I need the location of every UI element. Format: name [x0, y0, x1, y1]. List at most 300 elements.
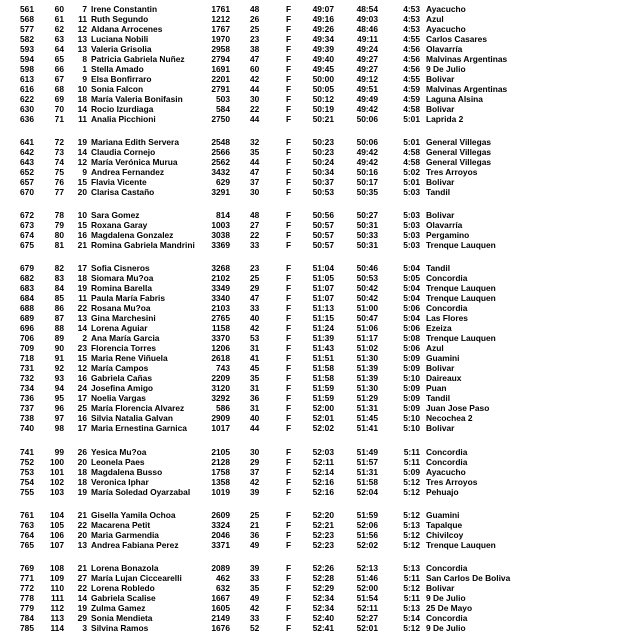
- runner-name: Sonia Mendieta: [91, 613, 153, 623]
- gun-time: 52:26: [312, 563, 334, 573]
- runner-city: Trenque Lauquen: [426, 240, 496, 250]
- table-row: [0, 84, 634, 94]
- runner-name: Flavia Vicente: [91, 177, 147, 187]
- runner-sex: F: [286, 323, 292, 333]
- overall-place: 672: [20, 210, 34, 220]
- runner-name: Gina Marchesini: [91, 313, 156, 323]
- runner-age: 37: [250, 467, 260, 477]
- category-place: 65: [54, 54, 64, 64]
- bib-number: 2609: [211, 510, 230, 520]
- runner-city: Trenque Lauquen: [426, 540, 496, 550]
- runner-name: Rocio Izurdiaga: [91, 104, 154, 114]
- runner-sex: F: [286, 403, 292, 413]
- pace: 5:10: [403, 423, 420, 433]
- bib-number: 2909: [211, 413, 230, 423]
- table-row: [0, 230, 634, 240]
- category-place: 98: [54, 423, 64, 433]
- runner-city: 9 De Julio: [426, 64, 466, 74]
- runner-age: 31: [250, 383, 260, 393]
- overall-place: 616: [20, 84, 34, 94]
- category-place: 91: [54, 353, 64, 363]
- bib-number: 2618: [211, 353, 230, 363]
- pace: 5:11: [403, 457, 420, 467]
- pace: 5:04: [403, 283, 420, 293]
- gun-time: 51:59: [312, 393, 334, 403]
- chip-time: 51:45: [356, 413, 378, 423]
- table-row: [0, 487, 634, 497]
- category-place: 89: [54, 333, 64, 343]
- runner-sex: F: [286, 363, 292, 373]
- bib-number: 2128: [211, 457, 230, 467]
- chip-time: 52:01: [356, 623, 378, 633]
- category-place: 88: [54, 323, 64, 333]
- pace: 5:12: [403, 623, 420, 633]
- table-row: [0, 520, 634, 530]
- runner-age: 42: [250, 323, 260, 333]
- runner-age: 30: [250, 94, 260, 104]
- runner-name: Lorena Bonazola: [91, 563, 159, 573]
- age-group-place: 15: [77, 353, 87, 363]
- age-group-place: 19: [77, 487, 87, 497]
- overall-place: 763: [20, 520, 34, 530]
- gun-time: 50:21: [312, 114, 334, 124]
- gun-time: 52:11: [313, 457, 334, 467]
- runner-sex: F: [286, 343, 292, 353]
- runner-name: Maria Garmendia: [91, 530, 159, 540]
- bib-number: 2149: [211, 613, 230, 623]
- bib-number: 1667: [211, 593, 230, 603]
- overall-place: 652: [20, 167, 34, 177]
- runner-age: 25: [250, 510, 260, 520]
- age-group-place: 18: [77, 94, 87, 104]
- runner-city: Laprida 2: [426, 114, 464, 124]
- runner-name: Romina Gabriela Mandrini: [91, 240, 195, 250]
- chip-time: 51:56: [356, 530, 378, 540]
- table-row: [0, 104, 634, 114]
- table-row: [0, 477, 634, 487]
- table-row: [0, 273, 634, 283]
- chip-time: 49:03: [356, 14, 378, 24]
- age-group-place: 26: [77, 447, 87, 457]
- runner-sex: F: [286, 487, 292, 497]
- category-place: 69: [54, 94, 64, 104]
- table-row: [0, 540, 634, 550]
- runner-age: 25: [250, 24, 260, 34]
- chip-time: 49:42: [356, 104, 378, 114]
- gun-time: 52:34: [312, 593, 334, 603]
- category-place: 68: [54, 84, 64, 94]
- runner-city: General Villegas: [426, 137, 492, 147]
- age-group-place: 11: [78, 14, 87, 24]
- age-group-place: 15: [77, 220, 87, 230]
- category-place: 79: [54, 220, 64, 230]
- table-row: [0, 403, 634, 413]
- gun-time: 52:23: [312, 530, 334, 540]
- runner-name: Noelia Vargas: [91, 393, 146, 403]
- category-place: 66: [54, 64, 64, 74]
- chip-time: 49:49: [356, 94, 378, 104]
- pace: 5:12: [403, 540, 420, 550]
- runner-name: Andrea Fabiana Perez: [91, 540, 179, 550]
- runner-sex: F: [286, 210, 292, 220]
- runner-sex: F: [286, 94, 292, 104]
- chip-time: 51:00: [356, 303, 378, 313]
- category-place: 94: [54, 383, 64, 393]
- overall-place: 731: [20, 363, 34, 373]
- runner-name: Lorena Robledo: [91, 583, 155, 593]
- bib-number: 2201: [211, 74, 230, 84]
- runner-city: General Villegas: [426, 157, 492, 167]
- pace: 5:06: [403, 343, 420, 353]
- bib-number: 3324: [211, 520, 230, 530]
- bib-number: 814: [216, 210, 230, 220]
- table-row: [0, 323, 634, 333]
- table-row: [0, 333, 634, 343]
- category-place: 76: [54, 177, 64, 187]
- overall-place: 568: [20, 14, 34, 24]
- bib-number: 1676: [211, 623, 230, 633]
- chip-time: 51:30: [356, 383, 378, 393]
- pace: 5:03: [403, 220, 420, 230]
- runner-age: 40: [250, 313, 260, 323]
- runner-sex: F: [286, 137, 292, 147]
- chip-time: 50:06: [356, 137, 378, 147]
- chip-time: 49:27: [356, 54, 378, 64]
- runner-sex: F: [286, 44, 292, 54]
- overall-place: 752: [20, 457, 34, 467]
- age-group-place: 20: [77, 457, 87, 467]
- gun-time: 50:57: [312, 240, 334, 250]
- gun-time: 49:16: [312, 14, 334, 24]
- runner-age: 47: [250, 167, 260, 177]
- runner-city: Ayacucho: [426, 4, 466, 14]
- age-group-place: 29: [77, 613, 87, 623]
- runner-sex: F: [286, 313, 292, 323]
- bib-number: 1358: [211, 477, 230, 487]
- table-row: [0, 573, 634, 583]
- runner-sex: F: [286, 510, 292, 520]
- pace: 5:10: [403, 373, 420, 383]
- chip-time: 51:57: [356, 457, 378, 467]
- chip-time: 52:02: [356, 540, 378, 550]
- bib-number: 2750: [211, 114, 230, 124]
- runner-sex: F: [286, 240, 292, 250]
- overall-place: 679: [20, 263, 34, 273]
- chip-time: 52:11: [357, 603, 378, 613]
- overall-place: 688: [20, 303, 34, 313]
- chip-time: 49:27: [356, 64, 378, 74]
- pace: 4:53: [403, 4, 420, 14]
- runner-age: 44: [250, 157, 260, 167]
- runner-age: 37: [250, 177, 260, 187]
- runner-sex: F: [286, 383, 292, 393]
- category-place: 64: [54, 44, 64, 54]
- bib-number: 584: [216, 104, 230, 114]
- runner-name: Ruth Segundo: [91, 14, 149, 24]
- runner-sex: F: [286, 520, 292, 530]
- runner-city: Concordia: [426, 447, 468, 457]
- runner-sex: F: [286, 447, 292, 457]
- runner-sex: F: [286, 167, 292, 177]
- bib-number: 3340: [211, 293, 230, 303]
- runner-age: 31: [250, 343, 260, 353]
- gun-time: 51:05: [312, 273, 334, 283]
- chip-time: 51:17: [356, 333, 378, 343]
- pace: 4:58: [403, 147, 420, 157]
- runner-name: Maria Ernestina Garnica: [91, 423, 187, 433]
- chip-time: 51:39: [356, 363, 378, 373]
- overall-place: 765: [20, 540, 34, 550]
- age-group-place: 13: [77, 34, 87, 44]
- age-group-place: 9: [82, 74, 87, 84]
- runner-city: Carlos Casares: [426, 34, 487, 44]
- category-place: 80: [54, 230, 64, 240]
- overall-place: 643: [20, 157, 34, 167]
- gun-time: 52:16: [312, 487, 334, 497]
- overall-place: 741: [20, 447, 34, 457]
- gun-time: 50:00: [312, 74, 334, 84]
- age-group-place: 8: [82, 54, 87, 64]
- table-row: [0, 383, 634, 393]
- age-group-place: 18: [77, 477, 87, 487]
- age-group-place: 22: [77, 583, 87, 593]
- overall-place: 769: [20, 563, 34, 573]
- overall-place: 771: [20, 573, 34, 583]
- table-row: [0, 413, 634, 423]
- runner-city: Bolivar: [426, 363, 455, 373]
- chip-time: 48:54: [356, 4, 378, 14]
- pace: 5:01: [403, 177, 420, 187]
- runner-name: Luciana Nobili: [91, 34, 149, 44]
- age-group-place: 22: [77, 520, 87, 530]
- runner-sex: F: [286, 4, 292, 14]
- chip-time: 51:30: [356, 353, 378, 363]
- chip-time: 48:46: [356, 24, 378, 34]
- table-row: [0, 34, 634, 44]
- table-row: [0, 283, 634, 293]
- runner-age: 42: [250, 74, 260, 84]
- chip-time: 51:59: [356, 510, 378, 520]
- runner-name: Yesica Mu?oa: [91, 447, 147, 457]
- category-place: 73: [54, 147, 64, 157]
- bib-number: 3268: [211, 263, 230, 273]
- table-row: [0, 583, 634, 593]
- runner-sex: F: [286, 114, 292, 124]
- overall-place: 577: [20, 24, 34, 34]
- runner-name: Sara Gomez: [91, 210, 140, 220]
- age-group-place: 10: [77, 210, 87, 220]
- bib-number: 1758: [211, 467, 230, 477]
- category-place: 61: [54, 14, 64, 24]
- pace: 5:01: [403, 137, 420, 147]
- category-place: 74: [54, 157, 64, 167]
- runner-city: General Villegas: [426, 147, 492, 157]
- gun-time: 51:58: [312, 373, 334, 383]
- age-group-place: 13: [77, 313, 87, 323]
- runner-sex: F: [286, 64, 292, 74]
- runner-city: Pehuajo: [426, 487, 459, 497]
- pace: 5:12: [403, 477, 420, 487]
- runner-age: 30: [250, 187, 260, 197]
- overall-place: 784: [20, 613, 34, 623]
- runner-sex: F: [286, 393, 292, 403]
- age-group-place: 13: [77, 540, 87, 550]
- overall-place: 641: [20, 137, 34, 147]
- runner-sex: F: [286, 293, 292, 303]
- runner-name: Rosana Mu?oa: [91, 303, 151, 313]
- chip-time: 52:27: [356, 613, 378, 623]
- overall-place: 779: [20, 603, 34, 613]
- bib-number: 632: [216, 583, 230, 593]
- overall-place: 642: [20, 147, 34, 157]
- chip-time: 51:41: [356, 423, 378, 433]
- runner-age: 33: [250, 240, 260, 250]
- age-group-place: 24: [77, 383, 87, 393]
- overall-place: 706: [20, 333, 34, 343]
- chip-time: 51:29: [356, 393, 378, 403]
- runner-city: Trenque Lauquen: [426, 293, 496, 303]
- age-group-place: 3: [82, 623, 87, 633]
- runner-age: 33: [250, 613, 260, 623]
- runner-name: Gabriela Cañas: [91, 373, 152, 383]
- runner-name: Siomara Mu?oa: [91, 273, 154, 283]
- runner-name: Josefina Amigo: [91, 383, 154, 393]
- overall-place: 582: [20, 34, 34, 44]
- pace: 5:09: [403, 363, 420, 373]
- bib-number: 503: [216, 94, 230, 104]
- age-group-place: 7: [82, 4, 87, 14]
- gun-time: 50:57: [312, 220, 334, 230]
- age-group-place: 15: [77, 177, 87, 187]
- bib-number: 2958: [211, 44, 230, 54]
- table-row: [0, 44, 634, 54]
- age-group-place: 19: [77, 283, 87, 293]
- runner-sex: F: [286, 84, 292, 94]
- gun-time: 50:12: [312, 94, 334, 104]
- bib-number: 2209: [211, 373, 230, 383]
- bib-number: 743: [216, 363, 230, 373]
- pace: 5:12: [403, 487, 420, 497]
- runner-city: Laguna Alsina: [426, 94, 483, 104]
- pace: 4:56: [403, 44, 420, 54]
- pace: 5:11: [403, 573, 420, 583]
- age-group-place: 25: [77, 403, 87, 413]
- age-group-place: 2: [82, 333, 87, 343]
- runner-sex: F: [286, 303, 292, 313]
- overall-place: 734: [20, 383, 34, 393]
- runner-name: Sonia Falcon: [91, 84, 144, 94]
- table-row: [0, 187, 634, 197]
- pace: 5:11: [403, 447, 420, 457]
- table-row: [0, 593, 634, 603]
- overall-place: 684: [20, 293, 34, 303]
- runner-city: 9 De Julio: [426, 593, 466, 603]
- category-place: 112: [50, 603, 64, 613]
- runner-sex: F: [286, 540, 292, 550]
- gun-time: 49:26: [312, 24, 334, 34]
- bib-number: 2105: [211, 447, 230, 457]
- runner-age: 41: [250, 353, 260, 363]
- runner-name: Patricia Gabriela Nuñez: [91, 54, 185, 64]
- pace: 5:08: [403, 333, 420, 343]
- runner-sex: F: [286, 14, 292, 24]
- runner-sex: F: [286, 273, 292, 283]
- overall-place: 613: [20, 74, 34, 84]
- chip-time: 50:53: [356, 273, 378, 283]
- bib-number: 462: [216, 573, 230, 583]
- pace: 5:14: [403, 613, 420, 623]
- runner-city: Tres Arroyos: [426, 167, 478, 177]
- runner-city: Pergamino: [426, 230, 470, 240]
- pace: 4:59: [403, 84, 420, 94]
- gun-time: 51:43: [312, 343, 334, 353]
- runner-city: Necochea 2: [426, 413, 473, 423]
- runner-age: 36: [250, 393, 260, 403]
- age-group-place: 21: [77, 240, 87, 250]
- runner-name: Macarena Petit: [91, 520, 151, 530]
- runner-name: Valeria Grisolia: [91, 44, 152, 54]
- chip-time: 49:51: [356, 84, 378, 94]
- runner-sex: F: [286, 593, 292, 603]
- runner-sex: F: [286, 104, 292, 114]
- gun-time: 49:34: [312, 34, 334, 44]
- runner-age: 39: [250, 487, 260, 497]
- category-place: 86: [54, 303, 64, 313]
- age-group-place: 16: [77, 230, 87, 240]
- overall-place: 670: [20, 187, 34, 197]
- gun-time: 51:59: [312, 383, 334, 393]
- category-place: 99: [54, 447, 64, 457]
- runner-age: 25: [250, 273, 260, 283]
- overall-place: 761: [20, 510, 34, 520]
- category-place: 85: [54, 293, 64, 303]
- bib-number: 1019: [211, 487, 230, 497]
- runner-sex: F: [286, 74, 292, 84]
- runner-city: Las Flores: [426, 313, 468, 323]
- table-row: [0, 447, 634, 457]
- table-row: [0, 147, 634, 157]
- runner-sex: F: [286, 603, 292, 613]
- age-group-place: 10: [77, 84, 87, 94]
- table-row: [0, 167, 634, 177]
- runner-sex: F: [286, 147, 292, 157]
- table-row: [0, 457, 634, 467]
- pace: 5:13: [403, 520, 420, 530]
- runner-age: 60: [250, 64, 260, 74]
- runner-sex: F: [286, 530, 292, 540]
- pace: 5:10: [403, 413, 420, 423]
- runner-name: Claudia Cornejo: [91, 147, 156, 157]
- gun-time: 52:21: [312, 520, 334, 530]
- category-place: 72: [54, 137, 64, 147]
- chip-time: 52:00: [356, 583, 378, 593]
- runner-sex: F: [286, 34, 292, 44]
- pace: 5:09: [403, 403, 420, 413]
- runner-sex: F: [286, 373, 292, 383]
- chip-time: 50:46: [356, 263, 378, 273]
- pace: 4:56: [403, 54, 420, 64]
- age-group-place: 20: [77, 530, 87, 540]
- gun-time: 50:53: [312, 187, 334, 197]
- runner-name: Leonela Paes: [91, 457, 145, 467]
- overall-place: 683: [20, 283, 34, 293]
- runner-city: Concordia: [426, 457, 468, 467]
- overall-place: 561: [20, 4, 34, 14]
- bib-number: 629: [216, 177, 230, 187]
- category-place: 93: [54, 373, 64, 383]
- overall-place: 689: [20, 313, 34, 323]
- runner-name: María Florencia Alvarez: [91, 403, 185, 413]
